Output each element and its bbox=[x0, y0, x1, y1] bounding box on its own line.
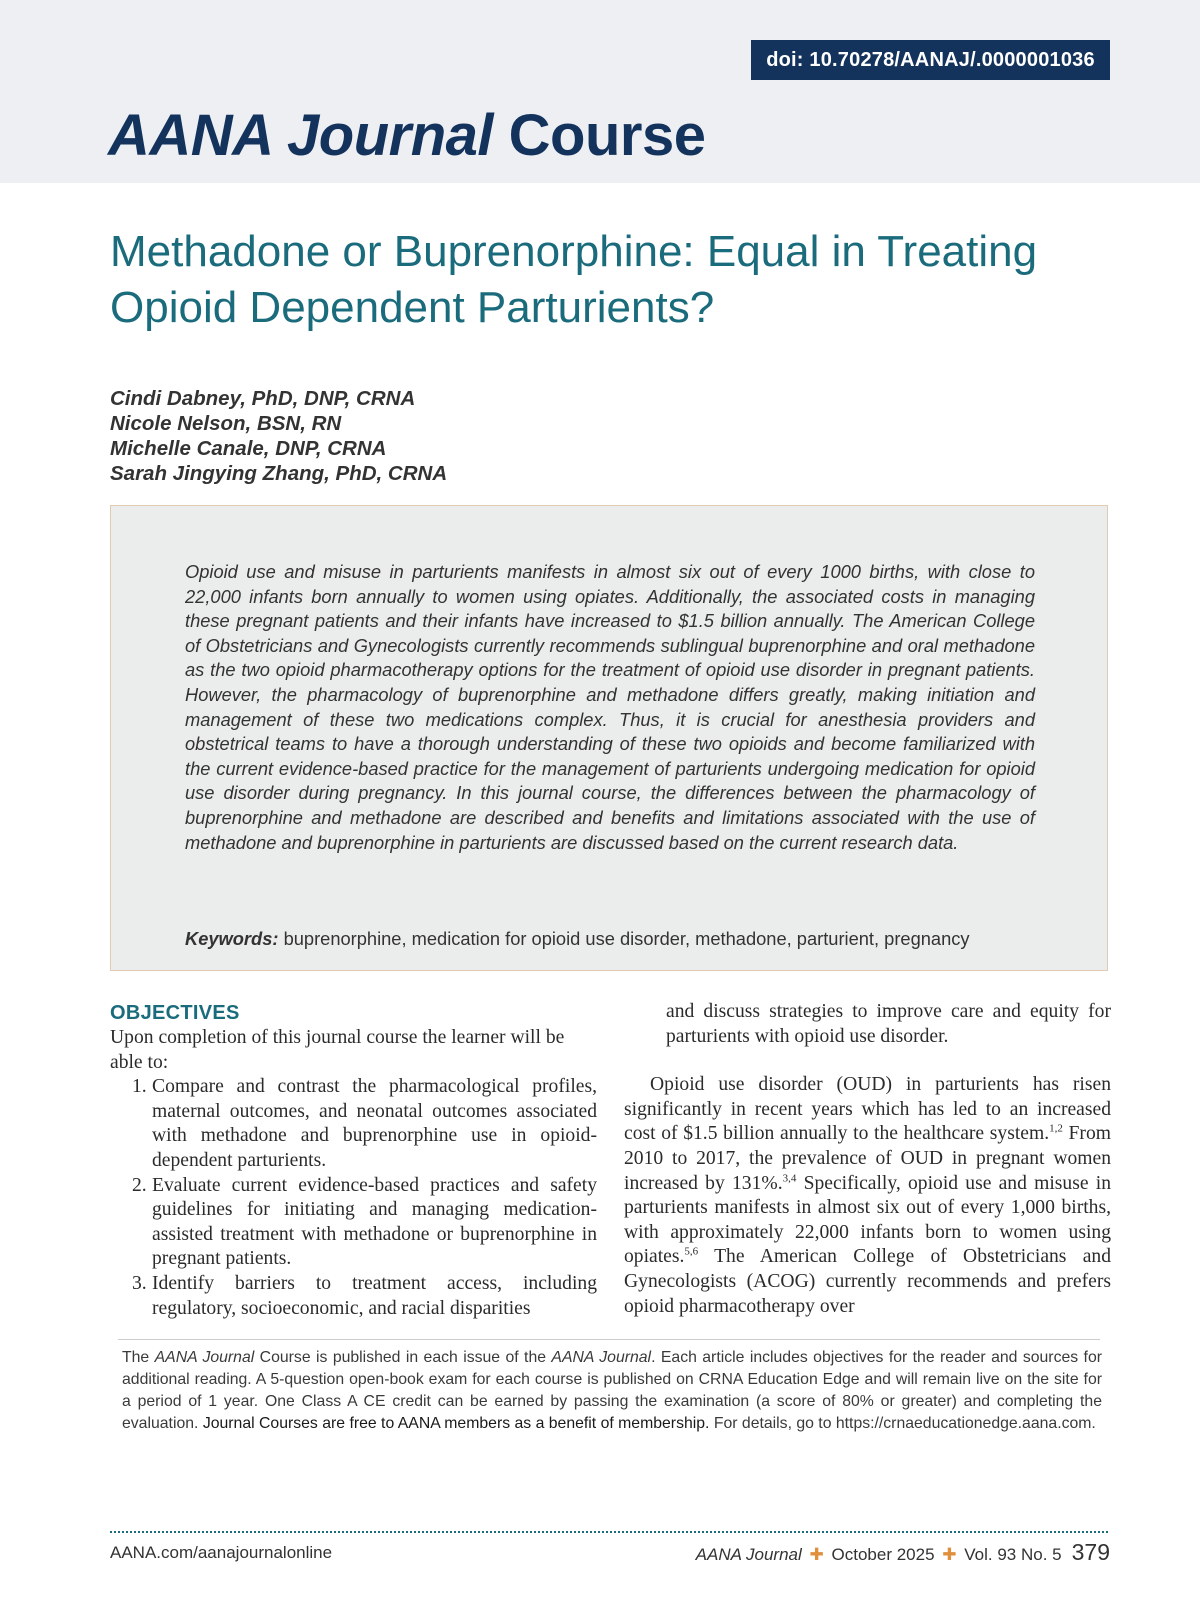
objectives-intro: Upon completion of this journal course the learner will be able to: bbox=[110, 1027, 565, 1073]
body-text: From 2010 to 2017, the prevalence of OUD in pregnant women increased by 131%. bbox=[624, 1123, 1111, 1194]
author: Cindi Dabney, PhD, DNP, CRNA bbox=[110, 387, 416, 410]
left-column bbox=[110, 1000, 597, 1321]
footer-volume: Vol. 93 bbox=[964, 1545, 1017, 1564]
footnote-membership-note: Journal Courses are free to AANA members as a benefit of membership. bbox=[202, 1415, 710, 1432]
objective-text: Identify barriers to treatment access, including regulatory, socioeconomic, and racial disparities bbox=[152, 1272, 597, 1319]
footer-divider bbox=[110, 1531, 1108, 1533]
course-footnote bbox=[122, 1347, 1102, 1435]
abstract-box bbox=[110, 505, 1108, 971]
objective-item bbox=[110, 1272, 597, 1321]
keywords-text: buprenorphine, medication for opioid use disorder, methadone, parturient, pregnancy bbox=[283, 928, 970, 949]
author-list bbox=[110, 386, 810, 486]
objective-number: 1. bbox=[132, 1076, 147, 1098]
footer-url[interactable]: AANA.com/aanajournalonline bbox=[110, 1543, 333, 1562]
author: Michelle Canale, DNP, CRNA bbox=[110, 437, 387, 460]
author: Sarah Jingying Zhang, PhD, CRNA bbox=[110, 462, 448, 485]
footer-journal: AANA Journal bbox=[695, 1545, 802, 1564]
footnote-text: Course is published in each issue of the bbox=[254, 1349, 552, 1366]
footer-citation bbox=[696, 1538, 1110, 1569]
article-title: Methadone or Buprenorphine: Equal in Treating Opioid Dependent Parturients? bbox=[110, 227, 1038, 332]
objective-item bbox=[110, 1174, 597, 1272]
objective-number: 3. bbox=[132, 1272, 147, 1294]
plus-icon: ✚ bbox=[809, 1545, 824, 1564]
page-number: 379 bbox=[1071, 1539, 1110, 1565]
reference-citation[interactable]: 3,4 bbox=[782, 1172, 797, 1185]
footnote-text: . Each article includes objectives for the reader and sources for additional reading. A 5-question open-book exam for each course is published on CRNA Education Edge and will remain live on the site for a period of 1 year. One Class A CE credit can be earned by passing the examination (a score of 80% or greater) and completing the evaluation. bbox=[122, 1349, 1102, 1432]
right-column bbox=[624, 1000, 1111, 1319]
footnote-text: The bbox=[122, 1349, 155, 1366]
doi-badge[interactable]: doi: 10.70278/AANAJ/.0000001036 bbox=[751, 40, 1110, 80]
footnote-journal-name: AANA Journal bbox=[551, 1349, 652, 1366]
objective-text: Evaluate current evidence-based practices and safety guidelines for initiating and managing medication-assisted treatment with methadone or buprenorphine in pregnant patients. bbox=[152, 1174, 597, 1270]
objectives-heading: OBJECTIVES bbox=[110, 1002, 240, 1024]
objectives-list bbox=[110, 1075, 597, 1321]
footer-issue: No. 5 bbox=[1020, 1545, 1062, 1564]
plus-icon: ✚ bbox=[942, 1545, 957, 1564]
masthead-course: Course bbox=[508, 103, 706, 168]
footnote-details-link[interactable]: For details, go to https://crnaeducationedge.aana.com. bbox=[709, 1415, 1096, 1432]
keywords bbox=[185, 927, 1065, 951]
reference-citation[interactable]: 5,6 bbox=[684, 1245, 699, 1258]
objective-number: 2. bbox=[132, 1174, 147, 1196]
keywords-label: Keywords: bbox=[185, 928, 279, 949]
body-paragraph bbox=[624, 1073, 1111, 1319]
footnote-journal-name: AANA Journal bbox=[154, 1349, 255, 1366]
journal-masthead bbox=[108, 100, 705, 172]
body-text: Opioid use disorder (OUD) in parturients has risen significantly in recent years which has led to an increased cost of $1.5 billion annually to the healthcare system. bbox=[624, 1074, 1111, 1145]
footer-date: October 2025 bbox=[831, 1545, 935, 1564]
objective-text: Compare and contrast the pharmacological profiles, maternal outcomes, and neonatal outcomes associated with methadone and buprenorphine use in opioid-dependent parturients. bbox=[152, 1076, 597, 1171]
body-text: The American College of Obstetricians and Gynecologists (ACOG) currently recommends and prefers opioid pharmacotherapy over bbox=[624, 1246, 1111, 1317]
reference-citation[interactable]: 1,2 bbox=[1049, 1122, 1063, 1135]
objective-continued: and discuss strategies to improve care and equity for parturients with opioid use disorder. bbox=[666, 1001, 1111, 1047]
abstract-text: Opioid use and misuse in parturients manifests in almost six out of every 1000 births, with close to 22,000 infants born annually to women using opiates. Additionally, the associated costs in managing these pregnant patients and their infants have increased to $1.5 billion annually. The American College of Obstetricians and Gynecologists currently recommends sublingual buprenorphine and oral methadone as the two opioid pharmacotherapy options for the treatment of opioid use disorder in pregnant patients. However, the pharmacology of buprenorphine and methadone differs greatly, making initiation and management of these two medications complex. Thus, it is crucial for anesthesia providers and obstetrical teams to have a thorough understanding of these two opioids and become familiarized with the current evidence-based practice for the management of parturients undergoing medication for opioid use disorder during pregnancy. In this journal course, the differences between the pharmacology of buprenorphine and methadone are described and benefits and limitations associated with the use of methadone and buprenorphine in parturients are discussed based on the current research data. bbox=[185, 561, 1035, 853]
body-text: Specifically, opioid use and misuse in parturients manifests in almost six out of every 1,000 births, with approximately 22,000 infants born to women using opiates. bbox=[624, 1172, 1111, 1268]
masthead-journal-name: AANA Journal bbox=[108, 103, 493, 168]
objective-item bbox=[110, 1075, 597, 1173]
author: Nicole Nelson, BSN, RN bbox=[110, 412, 342, 435]
footnote-divider bbox=[118, 1339, 1100, 1340]
